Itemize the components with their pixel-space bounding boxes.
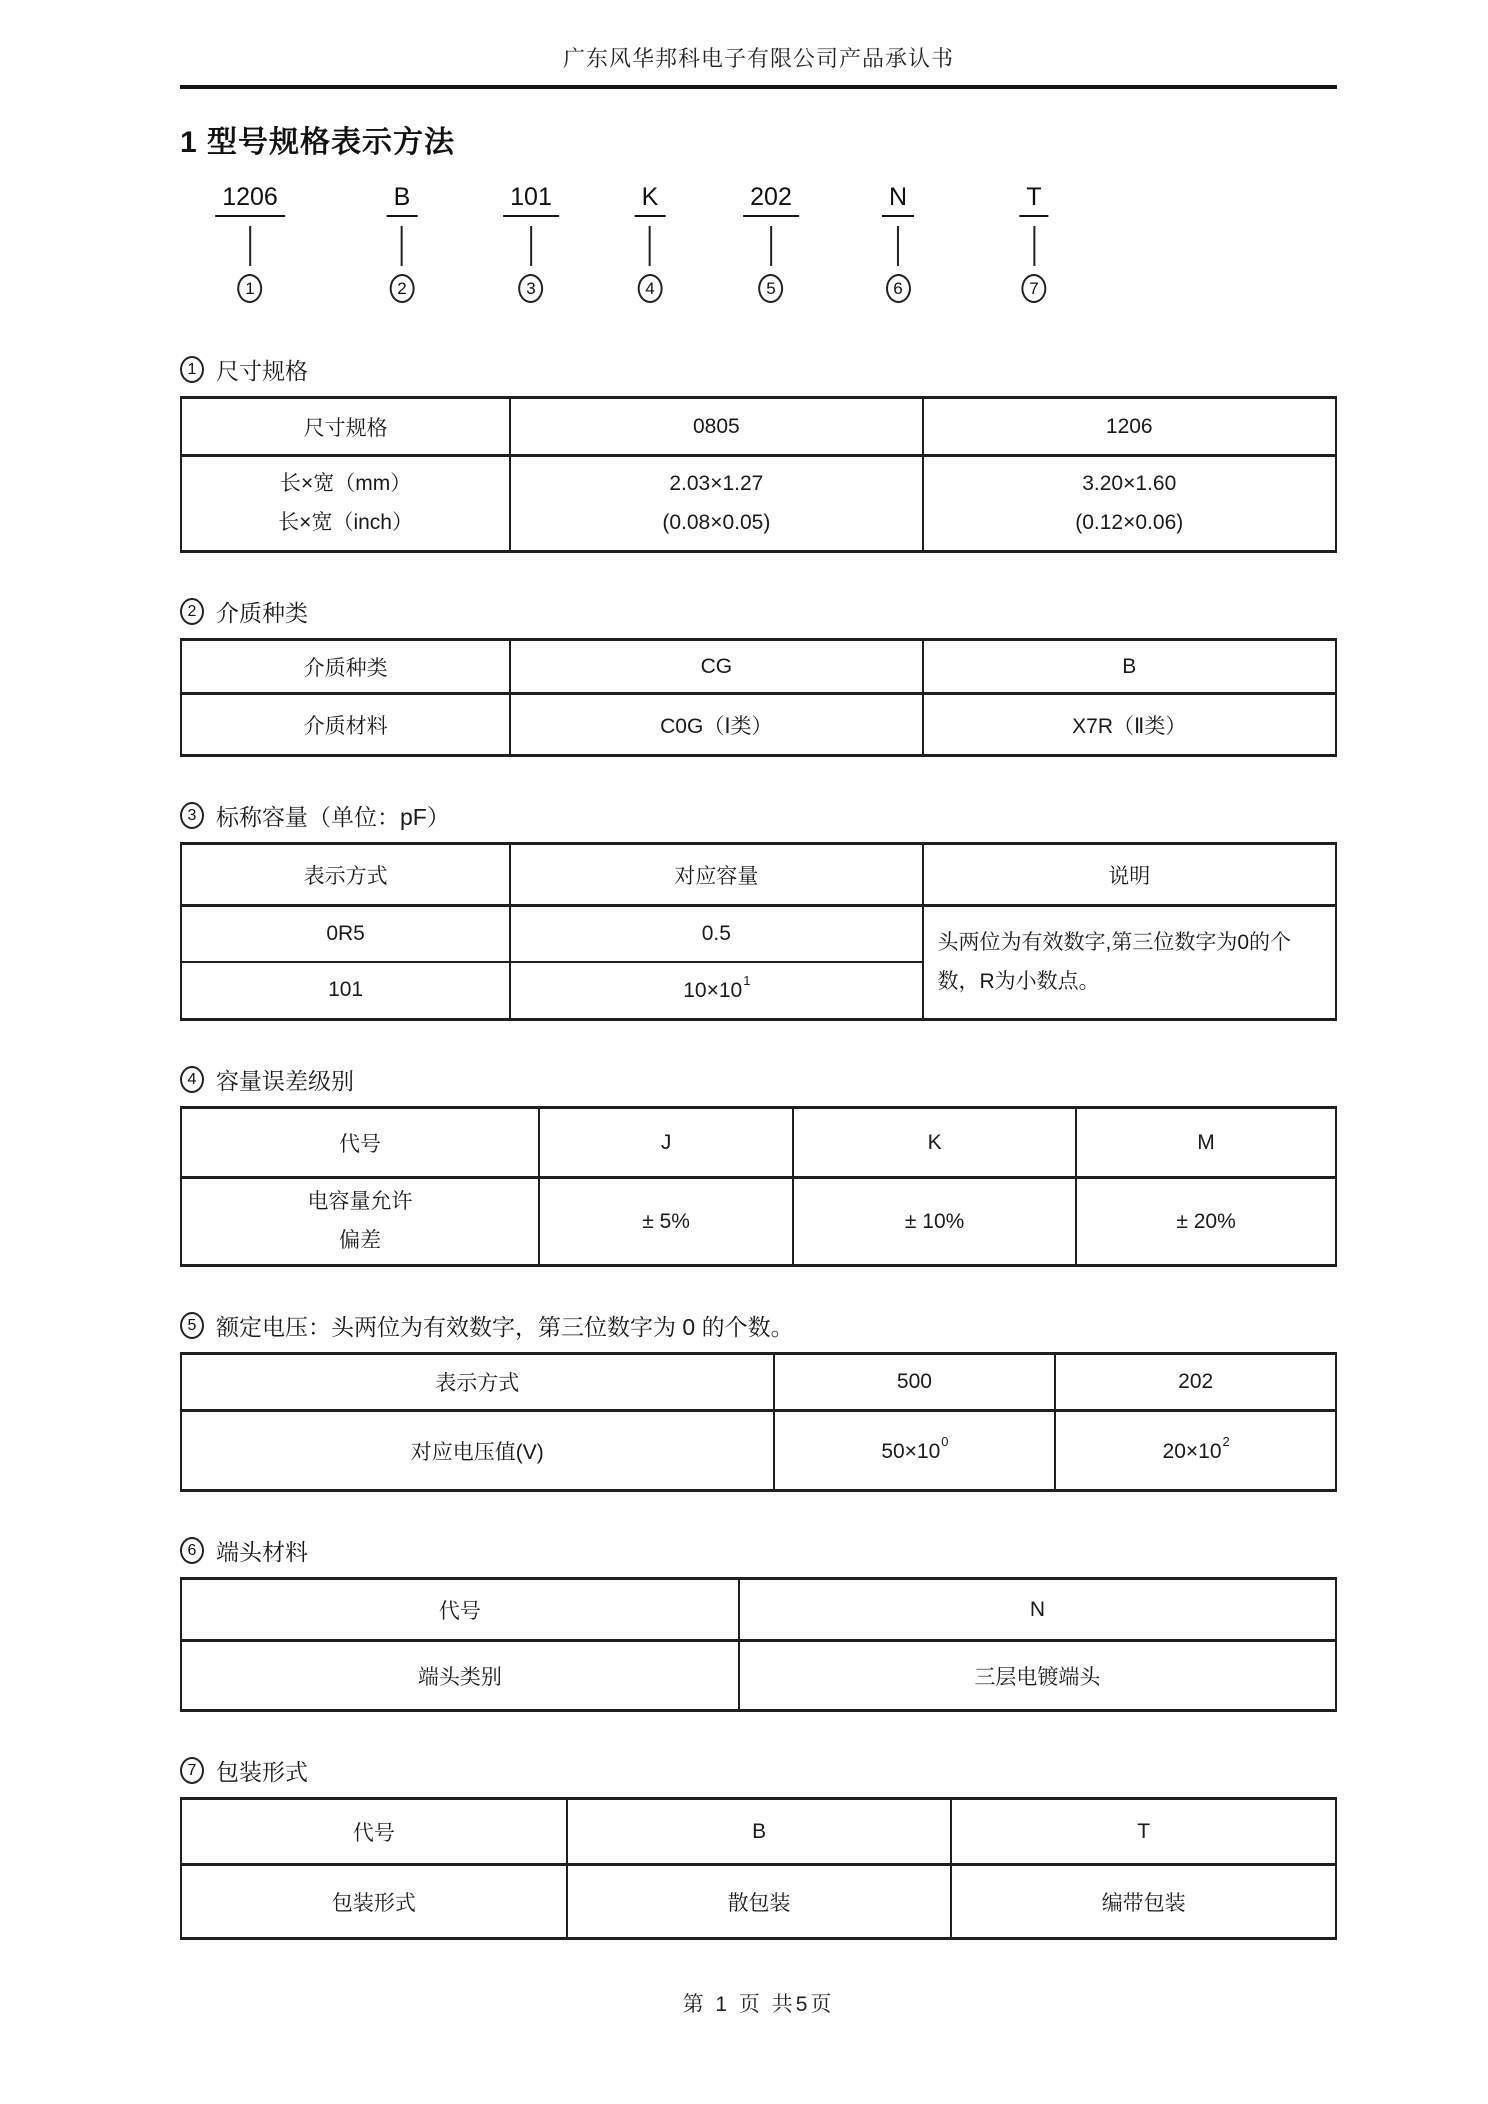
exponent: 1 (743, 973, 751, 989)
model-code-value: 1206 (215, 183, 285, 217)
table-cell: 三层电镀端头 (739, 1641, 1336, 1711)
column-header: 500 (774, 1354, 1056, 1411)
model-code-diagram (180, 183, 1337, 311)
section-label-terminal (180, 1534, 1337, 1567)
table-cell: C0G（Ⅰ类） (510, 694, 922, 756)
table-cell: 2.03×1.27 (0.08×0.05) (510, 456, 922, 552)
column-header: K (793, 1108, 1076, 1178)
circled-number: 5 (759, 274, 784, 303)
section-label-tolerance (180, 1063, 1337, 1096)
column-header: J (539, 1108, 793, 1178)
section-title: 尺寸规格 (216, 358, 308, 384)
column-header: 表示方式 (181, 844, 510, 906)
row-label: 介质种类 (181, 640, 510, 694)
model-code-value: T (1019, 183, 1048, 217)
circled-number: 6 (180, 1537, 204, 1564)
circled-number: 3 (180, 802, 204, 829)
connector-line (897, 226, 899, 266)
circled-number: 4 (638, 274, 663, 303)
table-cell: ± 20% (1076, 1178, 1336, 1266)
circled-number: 7 (180, 1757, 204, 1784)
capacity-table (180, 842, 1337, 1021)
column-header: M (1076, 1108, 1336, 1178)
exponent: 2 (1222, 1433, 1230, 1449)
packaging-table (180, 1797, 1337, 1940)
capacity-note: 头两位为有效数字,第三位数字为0的个数，R为小数点。 (923, 906, 1337, 1020)
connector-line (770, 226, 772, 266)
section-title: 额定电压：头两位为有效数字，第三位数字为 0 的个数。 (216, 1314, 794, 1340)
section-title: 端头材料 (216, 1539, 308, 1565)
table-cell: T (951, 1799, 1336, 1865)
row-label: 包装形式 (181, 1865, 567, 1939)
section-title: 容量误差级别 (216, 1068, 354, 1094)
exponent: 0 (941, 1433, 949, 1449)
model-segment-packaging (1019, 183, 1048, 303)
connector-line (401, 226, 403, 266)
model-segment-capacity (503, 183, 559, 303)
circled-number: 5 (180, 1312, 204, 1339)
section-label-size (180, 353, 1337, 386)
column-header: 尺寸规格 (181, 398, 510, 456)
column-header: 说明 (923, 844, 1337, 906)
connector-line (1033, 226, 1035, 266)
table-cell: $10\times 10^1$ (510, 962, 922, 1020)
document-header-title: 广东风华邦科电子有限公司产品承认书 (562, 46, 954, 71)
row-label: 代号 (181, 1579, 739, 1641)
circled-number: 2 (180, 598, 204, 625)
model-code-value: N (882, 183, 914, 217)
size-spec-table (180, 396, 1337, 553)
table-cell: $20\times 10^2$ (1055, 1411, 1336, 1491)
column-header: 代号 (181, 1108, 539, 1178)
section-title: 包装形式 (216, 1759, 308, 1785)
model-segment-terminal (882, 183, 914, 303)
model-code-value: 101 (503, 183, 559, 217)
column-header: 0805 (510, 398, 922, 456)
section-title: 标称容量（单位：pF） (216, 804, 450, 830)
column-header: 表示方式 (181, 1354, 774, 1411)
model-code-value: 202 (743, 183, 799, 217)
table-cell: 101 (181, 962, 510, 1020)
column-header: 202 (1055, 1354, 1336, 1411)
row-label: 电容量允许 偏差 (181, 1178, 539, 1266)
table-cell: N (739, 1579, 1336, 1641)
table-cell: 0R5 (181, 906, 510, 962)
table-cell: 散包装 (567, 1865, 952, 1939)
section-label-dielectric (180, 595, 1337, 628)
model-segment-voltage (743, 183, 799, 303)
row-label: 介质材料 (181, 694, 510, 756)
row-label: 代号 (181, 1799, 567, 1865)
row-label: 端头类别 (181, 1641, 739, 1711)
section-label-capacity (180, 799, 1337, 832)
page-title: 1 型号规格表示方法 (180, 126, 456, 159)
section-label-voltage (180, 1309, 1337, 1342)
column-header: 对应容量 (510, 844, 922, 906)
voltage-table (180, 1352, 1337, 1492)
circled-number: 3 (519, 274, 544, 303)
table-cell: ± 10% (793, 1178, 1076, 1266)
model-code-value: K (635, 183, 666, 217)
table-cell: B (567, 1799, 952, 1865)
model-segment-tolerance (635, 183, 666, 303)
connector-line (649, 226, 651, 266)
table-cell: ± 5% (539, 1178, 793, 1266)
section-title: 介质种类 (216, 600, 308, 626)
model-segment-dielectric (387, 183, 418, 303)
table-cell: 3.20×1.60 (0.12×0.06) (923, 456, 1337, 552)
table-cell: 编带包装 (951, 1865, 1336, 1939)
circled-number: 4 (180, 1066, 204, 1093)
tolerance-table (180, 1106, 1337, 1267)
model-code-value: B (387, 183, 418, 217)
terminal-table (180, 1577, 1337, 1712)
table-cell: CG (510, 640, 922, 694)
row-label: 长×宽（mm） 长×宽（inch） (181, 456, 510, 552)
table-cell: X7R（Ⅱ类） (923, 694, 1337, 756)
circled-number: 1 (180, 356, 204, 383)
dielectric-table (180, 638, 1337, 757)
table-cell: 0.5 (510, 906, 922, 962)
connector-line (249, 226, 251, 266)
connector-line (530, 226, 532, 266)
circled-number: 2 (390, 274, 415, 303)
header-divider (180, 85, 1337, 89)
table-cell: $50\times 10^0$ (774, 1411, 1056, 1491)
model-segment-size (215, 183, 285, 303)
circled-number: 1 (238, 274, 263, 303)
section-label-packaging (180, 1754, 1337, 1787)
table-cell: B (923, 640, 1337, 694)
page-number-footer: 第 1 页 共5页 (682, 1993, 835, 2016)
row-label: 对应电压值(V) (181, 1411, 774, 1491)
circled-number: 7 (1022, 274, 1047, 303)
circled-number: 6 (886, 274, 911, 303)
column-header: 1206 (923, 398, 1337, 456)
